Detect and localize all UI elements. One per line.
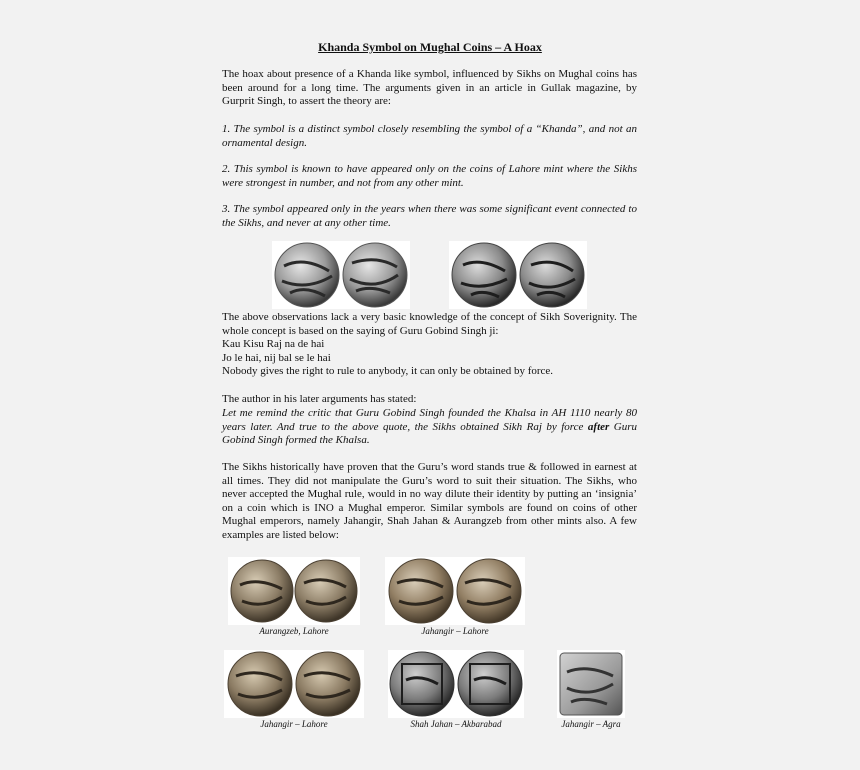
caption-jahangir-lahore-2: Jahangir – Lahore [260,719,328,729]
coin-image-pair-top-right [449,241,587,309]
coin-graphic [224,650,364,718]
later-arguments-intro: The author in his later arguments has stated: [222,393,417,405]
saying-line-3: Nobody gives the right to rule to anybody, it can only be obtained by force. [222,365,554,377]
coin-graphic [449,241,587,309]
coin-graphic [228,557,360,625]
argument-point-3: 3. The symbol appeared only in the years when there was some significant event connected to the Sikhs, and never at any other time. [222,203,637,229]
coin-image-pair-top-left [272,241,410,309]
observations-paragraph: The above observations lack a very basic knowledge of the concept of Sikh Soverignity. The whole concept is based on the saying of Guru Gobind Singh ji: [222,311,637,337]
coin-image-aurangzeb-lahore [228,557,360,625]
intro-paragraph: The hoax about presence of a Khanda like symbol, influenced by Sikhs on Mughal coins has been around for a long time. The arguments given in an article in Gullak magazine, by Gurprit Singh, to assert the theory are: [222,68,637,107]
argument-point-1: 1. The symbol is a distinct symbol closely resembling the symbol of a “Khanda”, and not an ornamental design. [222,123,637,149]
caption-aurangzeb-lahore: Aurangzeb, Lahore [259,626,329,636]
quote-text-b: Guru Gobind Singh formed the Khalsa. [222,420,637,446]
caption-jahangir-lahore-1: Jahangir – Lahore [421,626,489,636]
coin-graphic [388,650,524,718]
coin-image-jahangir-lahore-2 [224,650,364,718]
page-title: Khanda Symbol on Mughal Coins – A Hoax [318,40,542,54]
caption-shah-jahan-akbarabad: Shah Jahan – Akbarabad [410,719,502,729]
coin-image-shah-jahan-akbarabad [388,650,524,718]
coin-image-jahangir-lahore-1 [385,557,525,625]
closing-paragraph: The Sikhs historically have proven that the Guru’s word stands true & followed in earnest at all times. They did not manipulate the Guru’s word to suit their situation. The Sikhs, who never accepted the Mughal rule, would in no way dilute their identity by putting an ‘insignia’ on a coin which is INO a Mughal emperor. Similar symbols are found on coins of other Mughal emperors, namely Jahangir, Shah Jahan & Aurangzeb from other mints also. A few examples are listed below: [222,461,637,541]
caption-jahangir-agra: Jahangir – Agra [561,719,621,729]
coin-graphic [272,241,410,309]
argument-point-2: 2. This symbol is known to have appeared only on the coins of Lahore mint where the Sikhs were strongest in number, and not from any other mint. [222,163,637,189]
guru-saying [222,338,637,379]
saying-line-1: Kau Kisu Raj na de hai [222,338,325,350]
author-quote [222,407,637,448]
quote-text-a: Let me remind the critic that Guru Gobind Singh founded the Khalsa in AH 1110 nearly 80 years later. And true to the above quote, the Sikhs obtained Sikh Raj by force [222,407,637,433]
coin-image-jahangir-agra [557,650,625,718]
quote-bold-word: after [587,420,610,433]
coin-graphic [557,650,625,718]
saying-line-2: Jo le hai, nij bal se le hai [222,351,331,364]
coin-graphic [385,557,525,625]
